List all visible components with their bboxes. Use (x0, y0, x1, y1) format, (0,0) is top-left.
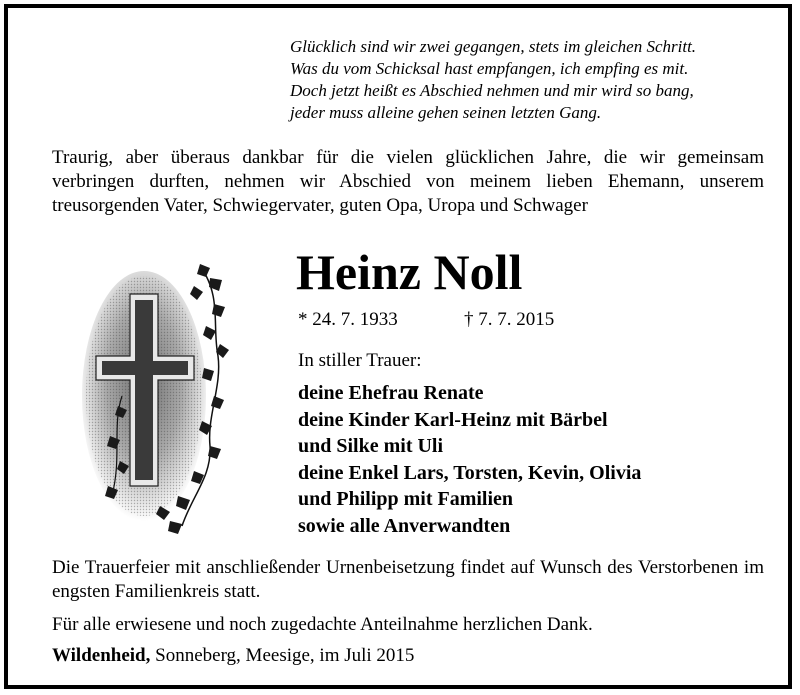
mourning-label: In stiller Trauer: (298, 350, 422, 371)
place-date-line (52, 644, 414, 668)
place-rest: Sonneberg, Meesige, im Juli 2015 (150, 645, 415, 666)
mourner-line: und Silke mit Uli (298, 435, 444, 457)
mourner-line: und Philipp mit Familien (298, 488, 514, 510)
death-date: † 7. 7. 2015 (464, 309, 555, 330)
poem (290, 36, 780, 124)
life-dates (298, 308, 555, 332)
birth-date: * 24. 7. 1933 (298, 309, 398, 330)
cross-with-ivy-icon (82, 256, 232, 541)
mourner-line: sowie alle Anverwandten (298, 514, 511, 537)
poem-line: jeder muss alleine gehen seinen letzten Gang. (290, 103, 602, 122)
obituary-notice (4, 4, 792, 689)
mourner-line: deine Ehefrau Renate (298, 382, 484, 404)
intro-text: Traurig, aber überaus dankbar für die vielen glücklichen Jahre, die wir gemeinsam verbringen durften, nehmen wir Abschied von meinem lieben Ehemann, unserem treusorgenden Vater, Schwiegervater, guten Opa, Uropa und Schwager (52, 147, 764, 216)
deceased-name: Heinz Noll (296, 244, 523, 300)
mourner-line: deine Kinder Karl-Heinz mit Bärbel (298, 408, 608, 431)
poem-line: Was du vom Schicksal hast empfangen, ich empfing es mit. (290, 59, 689, 78)
poem-line: Doch jetzt heißt es Abschied nehmen und mir wird so bang, (290, 81, 694, 100)
thanks-text: Für alle erwiesene und noch zugedachte Anteilnahme herzlichen Dank. (52, 614, 593, 635)
mourners-list (298, 380, 641, 539)
poem-line: Glücklich sind wir zwei gegangen, stets im gleichen Schritt. (290, 37, 697, 56)
place-town: Wildenheid, (52, 645, 151, 666)
mourner-line: deine Enkel Lars, Torsten, Kevin, Olivia (298, 461, 642, 484)
funeral-notice: Die Trauerfeier mit anschließender Urnenbeisetzung findet auf Wunsch des Verstorbenen im engsten Familienkreis statt. (52, 557, 764, 602)
